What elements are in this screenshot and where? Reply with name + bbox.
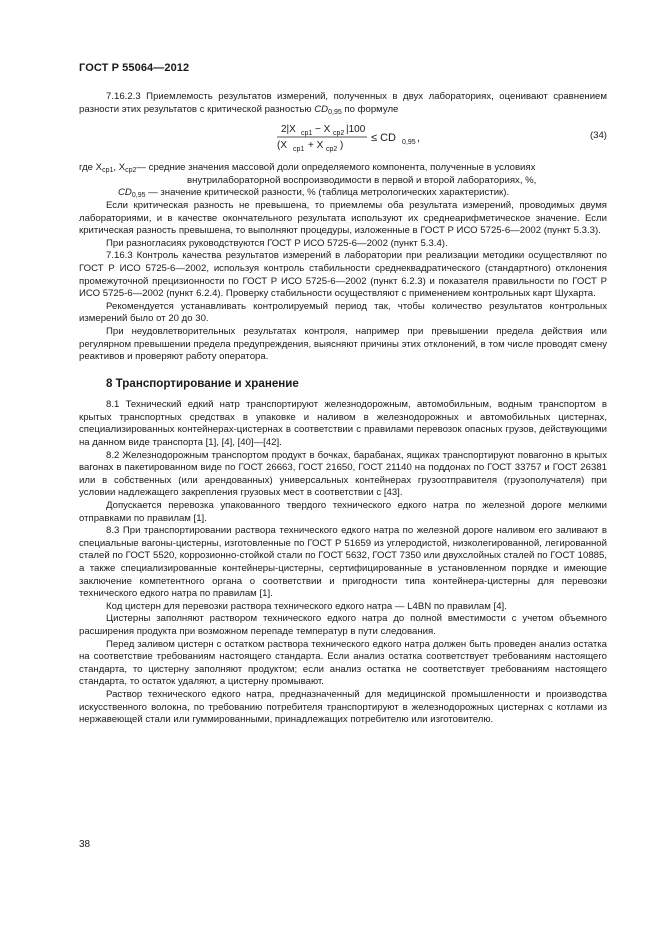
definition-text: — средние значения массовой доли определяемого компонента, полученные в условиях	[136, 162, 536, 174]
cd-subscript: 0,95	[328, 108, 342, 116]
formula-sub-cp1: ср1	[301, 130, 313, 138]
definition-term: где $X_{ср1}$, $X_{ср2}$	[79, 162, 137, 175]
paragraph-8-1: 8.1 Технический едкий натр транспортируют железнодорожным, автомобильным, водным транспортом в крытых транспортных средствах в упаковке и наливом в железнодорожных и автомобильных цистернах, специализированных контейнерах-цистернах в соответствии с правилами перевозок опасных грузов, действующими на данном виде транспорта [1], [4], [40]—[42].	[79, 399, 607, 449]
paragraph-7-16-3: 7.16.3 Контроль качества результатов измерений в лаборатории при реализации методики осуществляют по ГОСТ Р ИСО 5725-6—2002, используя контроль стабильности среднеквадратического (стандартного) отклонения промежуточной прецизионности по ГОСТ Р ИСО 5725-6—2002 (пункт 6.2.3) и показателя правильности по ГОСТ Р ИСО 5725-6—2002 (пункт 6.2.4). Проверку стабильности осуществляют с применением контрольных карт Шухарта.	[79, 250, 607, 300]
formula-denominator-close: )	[340, 140, 344, 152]
paragraph-8-2: 8.2 Железнодорожным транспортом продукт в бочках, барабанах, ящиках транспортируют повагонно в крытых вагонах в пакетированном виде по ГОСТ 26663, ГОСТ 21650, ГОСТ 21140 на поддонах по ГОСТ 33757 и ГОСТ 26381 или в собственных (или арендованных) универсальных контейнерах грузоотправителя (грузополучателя) при условии надлежащего закрепления грузовых мест в соответствии с [43].	[79, 449, 607, 499]
paragraph-8-3: 8.3 При транспортировании раствора технического едкого натра по железной дороге наливом его заливают в специальные вагоны-цистерны, изготовленные по ГОСТ Р 51659 из углеродистой, низколегированной, легированной сталей по ГОСТ 5520, коррозионно-стойкой стали по ГОСТ 5632, ГОСТ 7350 или двухслойных сталей по ГОСТ 10885, а также специализированные контейнеры-цистерны, сертифицированные в установленном порядке и имеющие заключение компетентного органа о соответствии и пригодности типа контейнера-цистерны для перевозки технического едкого натра по правилам [1].	[79, 525, 607, 600]
paragraph-medical-solution: Раствор технического едкого натра, предназначенный для медицинской промышленности и производства искусственного волокна, по требованию потребителя транспортируют в железнодорожных цистернах с котлами из нержавеющей стали или гуммированными, принадлежащих потребителю или изготовителю.	[79, 688, 607, 726]
definition-continuation: внутрилабораторной воспроизводимости в первой и второй лабораториях, %,	[187, 174, 537, 186]
paragraph-tank-code: Код цистерн для перевозки раствора технического едкого натра — L4BN по правилам [4].	[106, 600, 507, 612]
formula-abs-100: |100	[346, 124, 366, 136]
paragraph-residue-analysis: Перед заливом цистерн с остатком раствора технического едкого натра должен быть проведен анализ остатка на соответствие требованиям настоящего стандарта. Если анализ остатка соответствует требованиям настоящего стандарта, то цистерну заполняют продуктом; если анализ остатка не соответствует требованиям настоящего стандарта, то остаток удаляют, а цистерну промывают.	[79, 638, 607, 688]
definition-cd: $CD_{0,95}$ — значение критической разности, % (таблица метрологических характеристик).	[118, 187, 510, 200]
formula-minus: − X	[315, 124, 331, 136]
formula-numerator-start: 2|X	[281, 124, 296, 136]
formula-den-sub-cp2: ср2	[326, 146, 338, 154]
formula-34	[79, 118, 607, 158]
formula-sub-cp2: ср2	[333, 130, 345, 138]
section-title: 8 Транспортирование и хранение	[106, 376, 299, 390]
page-number: 38	[79, 839, 91, 850]
document-body	[79, 91, 607, 727]
paragraph-7-16-2-3	[79, 91, 607, 116]
formula-leq-cd: ≤ CD	[371, 132, 396, 145]
paragraph-unsatisfactory-results: При неудовлетворительных результатах контроля, например при превышении предела действия или регулярном превышении предела предупреждения, выясняют причины этих отклонений, в том числе проводят смену реактивов и проверяют работу оператора.	[79, 325, 607, 363]
paragraph-disagreements: При разногласиях руководствуются ГОСТ Р ИСО 5725-6—2002 (пункт 5.3.4).	[106, 237, 448, 249]
document-header: ГОСТ Р 55064—2012	[79, 62, 190, 74]
paragraph-tank-filling: Цистерны заполняют раствором технического едкого натра до полной вместимости с учетом объемного расширения продукта при возможном перепаде температур в пути следования.	[79, 613, 607, 637]
paragraph-critical-difference: Если критическая разность не превышена, то приемлемы оба результата измерений, проводимых двумя лабораториями, и в качестве окончательного результата используют их среднеарифметическое значение. Если критическая разность превышена, то выполняют процедуры, изложенные в ГОСТ Р ИСО 5725-6—2002 (пункт 5.3.3).	[79, 199, 607, 237]
paragraph-text: 7.16.2.3 Приемлемость результатов измерений, полученных в двух лабораториях, оценивают сравнением разности этих результатов с критической разностью	[79, 91, 607, 115]
formula-number: (34)	[589, 130, 607, 142]
variable-definitions	[79, 162, 607, 200]
paragraph-small-shipments: Допускается перевозка упакованного твердого технического едкого натра по железной дороге мелкими отправками по правилам [1].	[79, 500, 607, 524]
paragraph-text-end: по формуле	[344, 103, 399, 115]
cd-symbol: CD	[314, 103, 329, 115]
formula-denominator-open: (X	[277, 140, 287, 152]
formula-plus: + X	[308, 140, 324, 152]
formula-den-sub-cp1: ср1	[293, 146, 305, 154]
definition-xcp	[79, 162, 607, 175]
formula-graphic	[275, 118, 475, 158]
formula-comma: ,	[417, 132, 421, 145]
formula-rhs-sub: 0,95	[402, 139, 416, 147]
paragraph-control-period: Рекомендуется устанавливать контролируемый период так, чтобы количество результатов контрольных измерений было от 20 до 30.	[79, 300, 607, 325]
